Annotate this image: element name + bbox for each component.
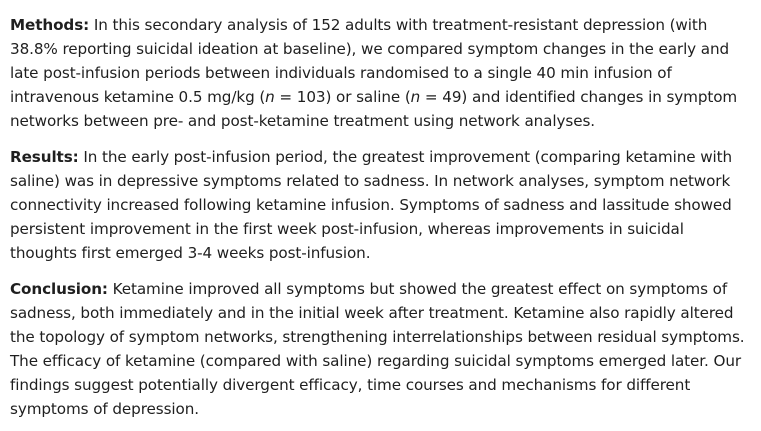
methods-text-2: = 103) or saline ( xyxy=(274,88,411,106)
n-symbol-saline: n xyxy=(410,88,421,106)
methods-text-3: = 49) and identified changes in symptom networks between pre- and post-ketamine treatment using network analyses. xyxy=(10,88,738,130)
methods-label: Methods: xyxy=(10,16,90,34)
conclusion-paragraph xyxy=(10,277,751,421)
results-paragraph xyxy=(10,145,751,265)
results-label: Results: xyxy=(10,148,79,166)
conclusion-text: Ketamine improved all symptoms but showed the greatest effect on symptoms of sadness, both immediately and in the initial week after treatment. Ketamine also rapidly altered the topology of symptom networks, strengthening interrelationships between residual symptoms. The efficacy of ketamine (compared with saline) regarding suicidal symptoms emerged later. Our findings suggest potentially divergent efficacy, time courses and mechanisms for different symptoms of depression. xyxy=(10,280,745,418)
conclusion-label: Conclusion: xyxy=(10,280,108,298)
methods-paragraph xyxy=(10,13,751,133)
results-text: In the early post-infusion period, the greatest improvement (comparing ketamine with saline) was in depressive symptoms related to sadness. In network analyses, symptom network connectivity increased following ketamine infusion. Symptoms of sadness and lassitude showed persistent improvement in the first week post-infusion, whereas improvements in suicidal thoughts first emerged 3-4 weeks post-infusion. xyxy=(10,148,733,262)
n-symbol-ketamine: n xyxy=(265,88,275,106)
methods-text-1: In this secondary analysis of 152 adults with treatment-resistant depression (with 38.8% reporting suicidal ideation at baseline), we compared symptom changes in the early and late post-infusion periods between individuals randomised to a single 40 min infusion of intravenous ketamine 0.5 mg/kg ( xyxy=(10,16,730,106)
